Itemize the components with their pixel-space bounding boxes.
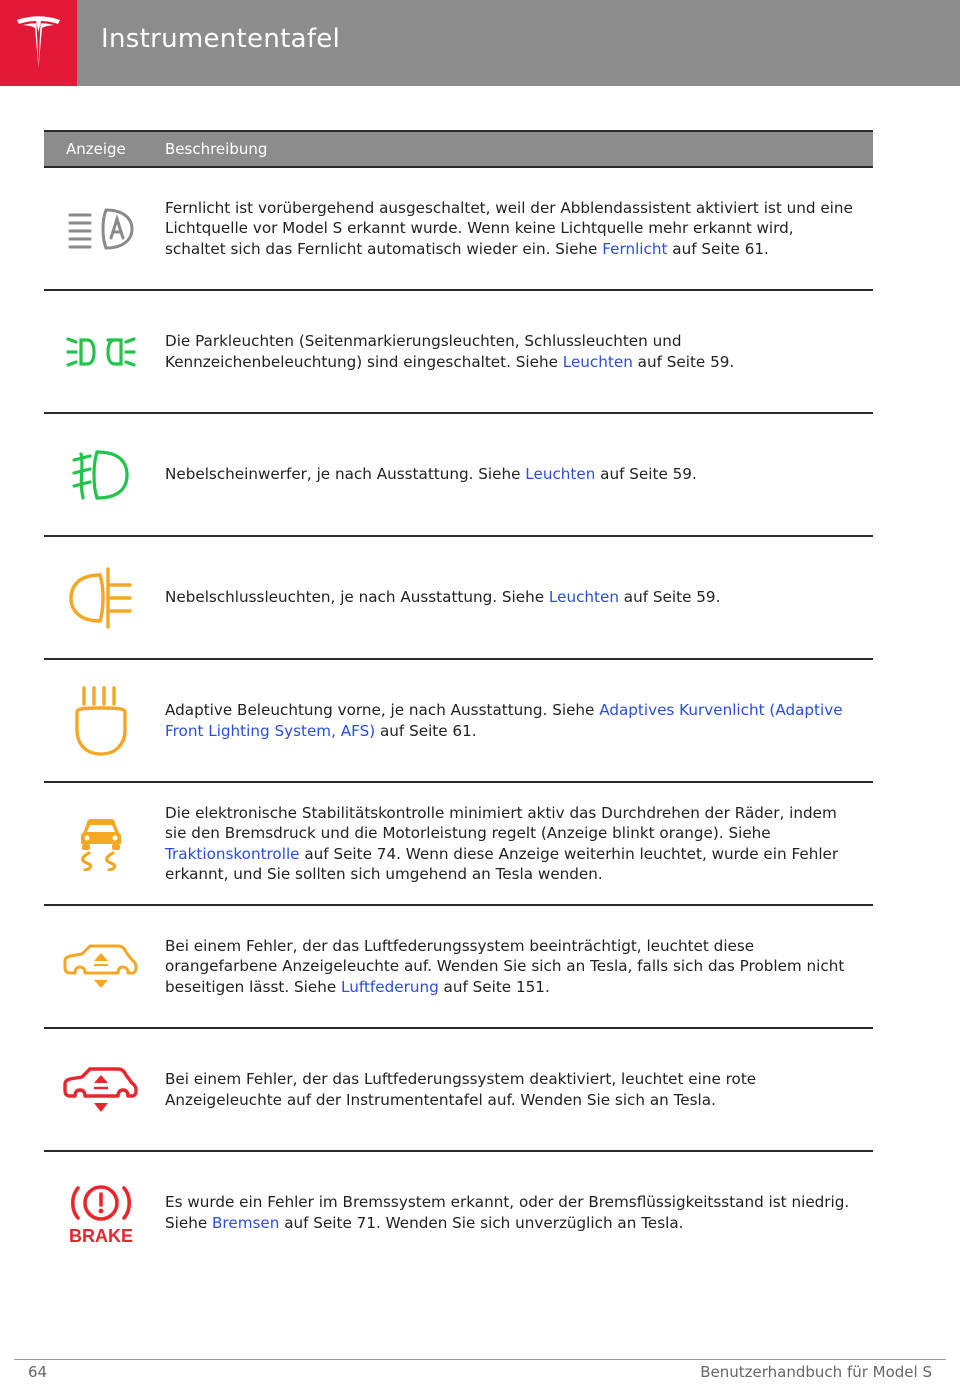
link-bremsen[interactable]: Bremsen (212, 1213, 280, 1232)
tesla-logo (0, 0, 77, 86)
indicator-description (165, 1069, 853, 1110)
manual-title: Benutzerhandbuch für Model S (700, 1363, 932, 1381)
description-text-end: auf Seite 71. Wenden Sie sich unverzüglich an Tesla. (279, 1213, 684, 1232)
table-row (44, 660, 873, 783)
indicator-description (165, 464, 697, 485)
indicator-description (165, 700, 853, 741)
page-title: Instrumententafel (101, 24, 341, 54)
rear-fog-lights-icon (68, 565, 134, 631)
link-fernlicht[interactable]: Fernlicht (602, 239, 668, 258)
tesla-t-icon (15, 16, 62, 70)
indicator-description (165, 587, 720, 608)
description-text: Nebelschlussleuchten, je nach Ausstattung. Siehe (165, 588, 549, 607)
description-text-end: auf Seite 61. (375, 721, 477, 740)
description-text-end: auf Seite 74. Wenn diese Anzeige weiterhin leuchtet, wurde ein Fehler erkannt, und Sie sollten sich umgehend an Tesla wenden. (165, 844, 839, 883)
description-text: Die elektronische Stabilitätskontrolle minimiert aktiv das Durchdrehen der Räder, indem sie den Bremsdruck und die Motorleistung regelt (Anzeige blinkt orange). Siehe (165, 803, 837, 842)
indicator-description (165, 803, 853, 885)
link-leuchten[interactable]: Leuchten (548, 588, 619, 607)
page-number: 64 (28, 1363, 48, 1381)
table-row (44, 1152, 873, 1273)
table-row (44, 414, 873, 537)
footer-divider (14, 1359, 946, 1360)
indicator-description (165, 936, 853, 998)
description-text: Adaptive Beleuchtung vorne, je nach Ausstattung. Siehe (165, 701, 600, 719)
column-header-indicator: Anzeige (66, 140, 126, 158)
description-text: Nebelscheinwerfer, je nach Ausstattung. Siehe (165, 465, 526, 484)
description-text-end: auf Seite 59. (632, 352, 735, 371)
parking-lights-icon (65, 330, 137, 374)
link-traktionskontrolle[interactable]: Traktionskontrolle (165, 844, 300, 863)
table-header (44, 130, 873, 168)
description-text: Die Parkleuchten (Seitenmarkierungsleuchten, Schlussleuchten und Kennzeichenbeleuchtung) sind eingeschaltet. Siehe (165, 332, 682, 371)
indicator-table (44, 130, 873, 1273)
table-row (44, 906, 873, 1029)
traction-control-icon (75, 817, 127, 871)
description-text: Es wurde ein Fehler im Bremssystem erkannt, oder der Bremsflüssigkeitsstand ist niedrig. Siehe (165, 1193, 850, 1232)
link-adaptives-kurvenlicht[interactable]: Adaptives Kurvenlicht (Adaptive Front Lighting System, AFS) (165, 701, 843, 740)
table-row (44, 1029, 873, 1152)
brake-label: BRAKE (68, 1225, 134, 1246)
link-leuchten[interactable]: Leuchten (525, 465, 596, 484)
link-luftfederung[interactable]: Luftfederung (341, 977, 439, 996)
air-suspension-fault-icon (62, 1066, 140, 1114)
adaptive-front-lighting-icon (72, 684, 130, 758)
table-row (44, 291, 873, 414)
indicator-description (165, 1192, 853, 1233)
table-row (44, 783, 873, 906)
page-header (0, 0, 960, 86)
description-text: Fernlicht ist vorübergehend ausgeschaltet, weil der Abblendassistent aktiviert ist und eine Lichtquelle vor Model S erkannt wurde. Wenn keine Lichtquelle mehr erkannt wird, schaltet sich das Fernlicht automatisch wieder ein. Siehe (165, 198, 853, 258)
description-text-end: auf Seite 61. (667, 239, 769, 258)
description-text-end: auf Seite 151. (438, 977, 550, 996)
description-text-end: auf Seite 59. (595, 465, 697, 484)
indicator-description (165, 198, 853, 260)
table-row (44, 168, 873, 291)
brake-warning-icon (65, 1180, 137, 1246)
description-text-end: auf Seite 59. (618, 588, 721, 607)
auto-high-beam-off-icon (66, 204, 136, 254)
description-text: Bei einem Fehler, der das Luftfederungssystem deaktiviert, leuchtet eine rote Anzeigeleuchte auf der Instrumententafel auf. Wenden Sie sich an Tesla. (165, 1070, 757, 1109)
description-text: Bei einem Fehler, der das Luftfederungssystem beeinträchtigt, leuchtet diese orangefarbene Anzeigeleuchte auf. Wenden Sie sich an Tesla, falls sich das Problem nicht beseitigen lässt. Siehe (165, 936, 845, 996)
table-row (44, 537, 873, 660)
front-fog-lights-icon (71, 446, 131, 504)
air-suspension-warning-icon (62, 943, 140, 991)
column-header-description: Beschreibung (165, 140, 268, 158)
link-leuchten[interactable]: Leuchten (562, 352, 633, 371)
indicator-description (165, 331, 853, 372)
